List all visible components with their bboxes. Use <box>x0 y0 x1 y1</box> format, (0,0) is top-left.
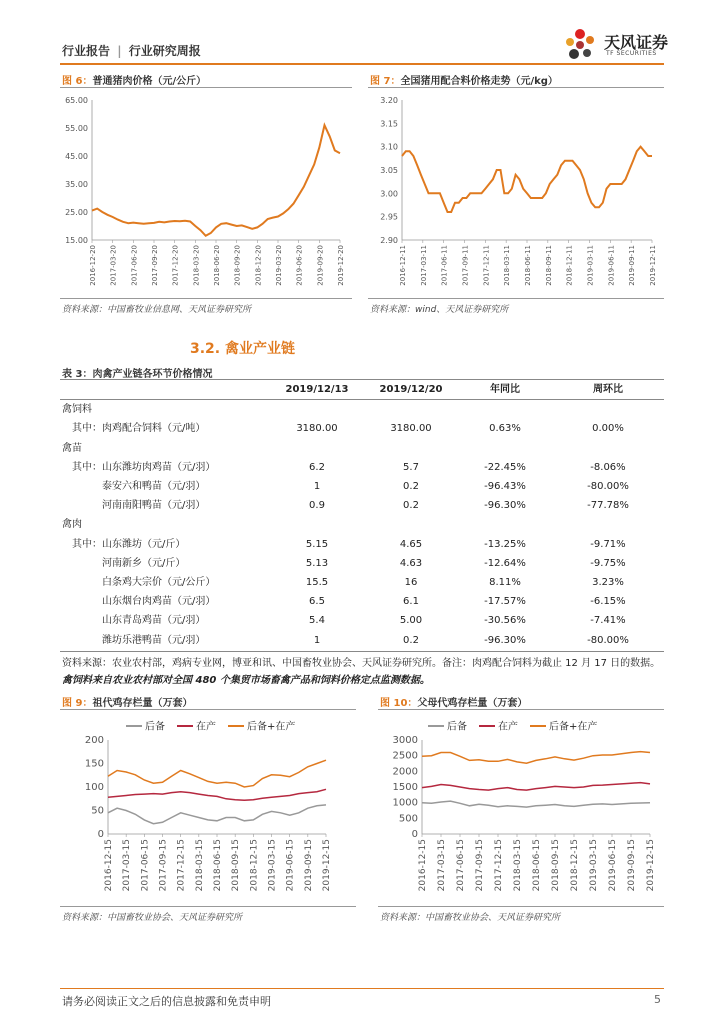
y-tick-label: 3.15 <box>380 119 398 129</box>
table-header-cell: 2019/12/20 <box>379 384 443 395</box>
x-tick-label: 2019-06-15 <box>608 839 618 892</box>
fig10-top-rule <box>378 709 664 710</box>
x-tick-label: 2019-03-20 <box>275 245 283 286</box>
table-cell-wow: -7.41% <box>590 615 626 627</box>
series-line-0 <box>108 805 326 824</box>
report-header <box>62 42 201 59</box>
table-item-prefix: 其中： <box>72 461 102 473</box>
table-cell-v2: 6.1 <box>403 596 419 608</box>
x-tick-label: 2019-03-15 <box>267 839 278 892</box>
table-cell-wow: -80.00% <box>587 634 629 646</box>
legend-label: 后备 <box>447 721 467 733</box>
series-line-0 <box>92 125 340 236</box>
x-tick-label: 2019-09-15 <box>303 839 314 892</box>
fig9-title: 图 9：祖代鸡存栏量（万套） <box>62 698 193 709</box>
table-cell-v1: 5.4 <box>309 615 325 627</box>
x-tick-label: 2017-12-15 <box>176 839 187 892</box>
table-cell-v1: 15.5 <box>305 577 329 589</box>
y-tick-label: 50 <box>91 805 104 817</box>
table-header-cell: 周环比 <box>593 384 623 395</box>
table-cell-v2: 0.2 <box>403 634 419 646</box>
table-item-name: 河南南阳鸭苗（元/羽） <box>102 500 206 512</box>
legend-label: 后备+在产 <box>247 721 296 733</box>
fig6-top-rule <box>60 87 352 88</box>
fig9-source: 资料来源：中国畜牧业协会、天风证券研究所 <box>62 913 243 923</box>
table-cell-yoy: -96.30% <box>484 634 526 646</box>
x-tick-label: 2019-03-11 <box>586 245 595 286</box>
report-name: 行业研究周报 <box>128 44 201 58</box>
table-header-row <box>60 380 664 400</box>
x-tick-label: 2018-09-15 <box>231 839 242 892</box>
price-table <box>60 380 664 650</box>
x-tick-label: 2019-03-15 <box>589 839 599 892</box>
table-cell-wow: 0.00% <box>592 423 624 435</box>
table-item-prefix: 其中： <box>72 538 102 550</box>
y-tick-label: 15.00 <box>65 236 88 245</box>
brand-logo <box>560 26 680 66</box>
fig9-chart <box>60 714 356 904</box>
x-tick-label: 2016-12-15 <box>104 839 114 892</box>
x-tick-label: 2017-06-15 <box>456 839 466 892</box>
table-item-cell <box>60 535 270 554</box>
table-header-cell <box>60 380 270 400</box>
legend-label: 在产 <box>498 721 518 733</box>
table-row <box>60 439 664 458</box>
table-item-name: 山东潍坊肉鸡苗（元/羽） <box>102 461 216 473</box>
x-tick-label: 2018-03-20 <box>192 245 201 286</box>
x-tick-label: 2017-06-20 <box>130 245 139 286</box>
series-line-2 <box>422 752 650 764</box>
x-tick-label: 2019-12-15 <box>322 839 332 892</box>
table-cell-wow: -9.71% <box>590 538 626 550</box>
table-item-name: 泰安六和鸭苗（元/羽） <box>102 481 206 493</box>
y-tick-label: 500 <box>398 813 418 825</box>
series-line-0 <box>422 801 650 807</box>
table-row <box>60 611 664 630</box>
x-tick-label: 2017-12-11 <box>482 245 491 286</box>
table-cell-wow: -77.78% <box>587 500 629 512</box>
x-tick-label: 2019-06-20 <box>295 245 304 286</box>
fig7-chart <box>368 92 664 292</box>
y-tick-label: 2500 <box>392 750 418 762</box>
table-cell-wow: -6.15% <box>590 596 626 608</box>
table-item-cell <box>60 554 270 573</box>
table-item-name: 肉鸡配合饲料（元/吨） <box>102 423 206 435</box>
x-tick-label: 2017-12-15 <box>494 839 504 892</box>
x-tick-label: 2017-06-15 <box>140 839 151 892</box>
series-line-1 <box>422 783 650 791</box>
table-cell-v1: 6.5 <box>309 596 325 608</box>
fig6-bottom-rule <box>60 298 352 299</box>
table-cell-v2: 16 <box>404 577 418 589</box>
legend-label: 在产 <box>196 721 216 733</box>
table-item-cell <box>60 496 270 515</box>
footer-divider <box>60 988 664 989</box>
fig6-chart <box>60 92 352 292</box>
table-row <box>60 477 664 496</box>
y-tick-label: 45.00 <box>65 152 88 161</box>
fig6-title: 图 6：普通猪肉价格（元/公斤） <box>62 76 207 87</box>
table-cell-v2: 0.2 <box>403 481 419 493</box>
x-tick-label: 2016-12-15 <box>418 839 428 892</box>
table-item-cell <box>60 477 270 496</box>
y-tick-label: 3.00 <box>380 189 398 199</box>
x-tick-label: 2018-06-15 <box>213 839 223 892</box>
fig7-title: 图 7：全国猪用配合料价格走势（元/kg） <box>370 76 558 87</box>
x-tick-label: 2016-12-11 <box>399 245 407 286</box>
fig6-source: 资料来源：中国畜牧业信息网、天风证券研究所 <box>62 305 252 315</box>
x-tick-label: 2017-03-15 <box>122 839 133 892</box>
fig7-bottom-rule <box>368 298 664 299</box>
table-cell-wow: 3.23% <box>592 577 624 589</box>
y-tick-label: 200 <box>84 735 104 746</box>
table-cell-yoy: -13.25% <box>484 538 526 550</box>
table-row <box>60 458 664 477</box>
table-cell-v2: 4.65 <box>399 538 423 550</box>
fig7-source: 资料来源：wind、天风证券研究所 <box>370 305 509 315</box>
y-tick-label: 2.95 <box>380 212 398 222</box>
legend-label: 后备 <box>145 721 165 733</box>
x-tick-label: 2017-06-11 <box>440 245 449 286</box>
table-item-cell <box>60 611 270 630</box>
table-cell-v1: 0.9 <box>309 500 325 512</box>
table-row <box>60 554 664 573</box>
section-title: 3.2. 禽业产业链 <box>190 341 295 357</box>
x-tick-label: 2017-09-15 <box>475 839 485 892</box>
table-cell-v1: 1 <box>313 481 321 493</box>
y-tick-label: 3000 <box>392 735 418 746</box>
series-line-0 <box>402 147 652 212</box>
table-cell-v1: 6.2 <box>309 461 325 473</box>
x-tick-label: 2018-12-20 <box>254 245 263 286</box>
table-note <box>62 655 666 689</box>
table-bottom-rule <box>60 651 664 652</box>
y-tick-label: 1500 <box>392 782 418 793</box>
table-row <box>60 592 664 611</box>
y-tick-label: 0 <box>97 829 104 840</box>
table-row <box>60 535 664 554</box>
x-tick-label: 2019-06-15 <box>285 839 296 892</box>
table-source-note: 资料来源：农业农村部，鸡病专业网，博亚和讯、中国畜牧业协会、天风证券研究所。备注：肉鸡配合饲料为截止 12 月 17 日的数据。 <box>62 658 661 669</box>
x-tick-label: 2016-12-20 <box>89 245 97 286</box>
table-cell-yoy: -12.64% <box>484 557 526 569</box>
table-item-name: 河南新乡（元/斤） <box>102 557 186 569</box>
y-tick-label: 3.20 <box>380 96 398 105</box>
header-separator: | <box>117 44 122 58</box>
x-tick-label: 2017-09-20 <box>151 245 159 286</box>
x-tick-label: 2018-09-20 <box>233 245 242 286</box>
table-cell-v2: 5.00 <box>399 615 423 627</box>
y-tick-label: 2.90 <box>380 236 398 245</box>
header-divider <box>60 63 664 65</box>
table-row <box>60 419 664 438</box>
x-tick-label: 2019-12-15 <box>646 839 656 892</box>
y-tick-label: 0 <box>411 829 418 840</box>
table-row <box>60 515 664 534</box>
table-cell-yoy: 0.63% <box>489 423 521 435</box>
table-cell-v1: 3180.00 <box>296 423 338 435</box>
table-item-name: 山东青岛鸡苗（元/羽） <box>102 615 206 627</box>
table-item-cell <box>60 419 270 438</box>
report-type: 行业报告 <box>62 44 111 58</box>
table-row <box>60 496 664 515</box>
x-tick-label: 2017-09-15 <box>158 839 169 892</box>
table-cell-v2: 3180.00 <box>390 423 432 435</box>
x-tick-label: 2019-12-11 <box>649 245 657 286</box>
table-cell-yoy: 8.11% <box>489 577 521 589</box>
y-tick-label: 3.10 <box>380 142 398 152</box>
table-cell-yoy: -96.30% <box>484 500 526 512</box>
x-tick-label: 2019-09-11 <box>628 245 637 286</box>
x-tick-label: 2017-03-11 <box>419 245 428 286</box>
logo-text-cn: 天风证券 <box>604 33 669 52</box>
x-tick-label: 2019-06-11 <box>607 244 616 286</box>
y-tick-label: 3.05 <box>380 166 398 175</box>
x-tick-label: 2017-12-20 <box>171 245 180 286</box>
table-item-name: 山东潍坊（元/斤） <box>102 538 186 550</box>
y-tick-label: 1000 <box>392 797 418 809</box>
x-tick-label: 2019-09-20 <box>316 245 325 286</box>
table-header-cell: 2019/12/13 <box>285 384 349 395</box>
table-cell-yoy: -22.45% <box>484 461 526 473</box>
table-cell-wow: -80.00% <box>587 481 629 493</box>
x-tick-label: 2018-09-11 <box>544 245 553 286</box>
x-tick-label: 2018-12-15 <box>570 839 580 892</box>
fig10-chart <box>378 714 664 904</box>
table-feed-note: 禽饲料来自农业农村部对全国 480 个集贸市场畜禽产品和饲料价格定点监测数据。 <box>62 675 430 686</box>
table-cell-wow: -8.06% <box>590 461 626 473</box>
table-item-prefix: 其中： <box>72 423 102 435</box>
table-cell-yoy: -96.43% <box>484 481 526 493</box>
table-item-cell <box>60 592 270 611</box>
table-item-cell <box>60 631 270 650</box>
series-line-1 <box>108 789 326 800</box>
table-row <box>60 631 664 650</box>
x-tick-label: 2019-09-15 <box>627 839 637 892</box>
table-cell-yoy: -30.56% <box>484 615 526 627</box>
table-item-name: 山东烟台肉鸡苗（元/羽） <box>102 596 216 608</box>
y-tick-label: 150 <box>84 758 104 770</box>
x-tick-label: 2017-09-11 <box>461 245 470 286</box>
x-tick-label: 2018-03-11 <box>503 245 512 286</box>
fig7-top-rule <box>368 87 664 88</box>
table-group-label: 禽饲料 <box>62 404 92 416</box>
x-tick-label: 2018-09-15 <box>551 839 561 892</box>
x-tick-label: 2017-03-20 <box>109 245 118 286</box>
logo-flower-icon <box>560 26 602 66</box>
y-tick-label: 65.00 <box>65 96 88 105</box>
table-item-cell <box>60 573 270 592</box>
table-cell-v1: 5.15 <box>305 538 329 550</box>
series-line-2 <box>108 760 326 787</box>
table-group-label: 禽苗 <box>62 442 82 454</box>
table-row <box>60 573 664 592</box>
table-item-cell <box>60 458 270 477</box>
legend-label: 后备+在产 <box>549 721 598 733</box>
x-tick-label: 2017-03-15 <box>437 839 447 892</box>
table-header-cell: 年同比 <box>490 384 520 395</box>
x-tick-label: 2018-06-11 <box>524 245 532 286</box>
table-cell-v2: 0.2 <box>403 500 419 512</box>
fig9-top-rule <box>60 709 356 710</box>
page-number: 5 <box>654 993 661 1006</box>
table-item-name: 潍坊乐港鸭苗（元/羽） <box>102 634 206 646</box>
logo-text-en: TF SECURITIES <box>606 50 657 57</box>
fig9-bottom-rule <box>60 906 356 907</box>
fig10-bottom-rule <box>378 906 664 907</box>
x-tick-label: 2018-12-11 <box>565 245 574 286</box>
fig10-title: 图 10：父母代鸡存栏量（万套） <box>380 698 528 709</box>
footer-disclaimer: 请务必阅读正文之后的信息披露和免责申明 <box>62 995 271 1008</box>
table-group-label: 禽肉 <box>62 519 82 531</box>
x-tick-label: 2018-12-15 <box>249 839 260 892</box>
x-tick-label: 2018-06-20 <box>213 245 221 286</box>
y-tick-label: 55.00 <box>65 124 88 133</box>
table-cell-v2: 5.7 <box>403 461 419 473</box>
x-tick-label: 2018-06-15 <box>532 839 542 892</box>
x-tick-label: 2019-12-20 <box>337 245 345 286</box>
y-tick-label: 100 <box>84 782 104 793</box>
table-cell-v1: 1 <box>313 634 321 646</box>
table-title: 表 3：肉禽产业链各环节价格情况 <box>62 369 213 380</box>
fig10-source: 资料来源：中国畜牧业协会、天风证券研究所 <box>380 913 561 923</box>
x-tick-label: 2018-03-15 <box>194 839 205 892</box>
table-cell-wow: -9.75% <box>590 557 626 569</box>
y-tick-label: 35.00 <box>65 180 88 189</box>
table-row <box>60 400 664 420</box>
y-tick-label: 25.00 <box>65 208 88 217</box>
table-cell-v2: 4.63 <box>399 557 423 569</box>
table-cell-yoy: -17.57% <box>484 596 526 608</box>
table-item-name: 白条鸡大宗价（元/公斤） <box>102 577 216 589</box>
y-tick-label: 2000 <box>392 766 418 778</box>
table-cell-v1: 5.13 <box>305 557 329 569</box>
x-tick-label: 2018-03-15 <box>513 839 523 892</box>
